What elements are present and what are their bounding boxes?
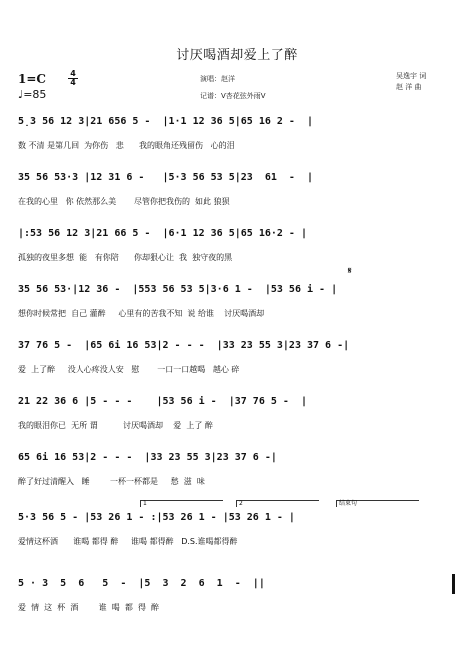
row-lyrics: 在我的心里 你 依然那么美 尽管你把我伤的 如此 狼狈 [18, 197, 230, 206]
row-notes: 65 6i 16 53|2 - - - |33 23 55 3|23 37 6 -| [18, 452, 277, 463]
row-lyrics: 孤独的夜里多想 能 有你陪 你却狠心让 我 独守夜的黑 [18, 253, 233, 262]
volta-2: 2 [236, 500, 319, 507]
key-signature: 1=C [18, 72, 46, 86]
row-lyrics: 爱 上了醉 没人心疼没人安 慰 一口一口越喝 越心 碎 [18, 365, 240, 374]
volta-1: 1 [140, 500, 223, 507]
time-signature [68, 70, 78, 87]
row-lyrics: 爱情这杯酒 谁喝 都得 醉 谁喝 都得醉 D.S.谁喝都得醉 [18, 537, 238, 546]
row-lyrics: 醉了好过清醒入 睡 一杯一杯都是 愁 滋 味 [18, 477, 205, 486]
row-lyrics: 我的眼泪你已 无所 谓 讨厌喝酒却 爱 上了 醉 [18, 421, 213, 430]
row-notes: 35 56 53·|12 36 - |553 56 53 5|3·6 1 - |53 56 i - | [18, 284, 338, 295]
row-notes: 37 76 5 - |65 6i 16 53|2 - - - |33 23 55 3|23 37 6 -| [18, 340, 350, 351]
row-notes: 5·3 56 5 - |53 26 1 - :|53 26 1 - |53 26 1 - | [18, 512, 295, 523]
singer-credit: 演唱：赵洋 [200, 75, 235, 83]
lyricist-credit: 吴逸宇 词 [396, 72, 427, 80]
row-lyrics: 想你时候常把 自己 灌醉 心里有的苦我不知 说 给谁 讨厌喝酒却 [18, 309, 265, 318]
time-top: 4 [70, 69, 76, 78]
row-notes: 5 · 3 5 6 5 - |5 3 2 6 1 - || [18, 578, 265, 589]
time-bottom: 4 [68, 78, 78, 87]
row-notes: 21 22 36 6 |5 - - - |53 56 i - |37 76 5 - | [18, 396, 307, 407]
row-notes: |:53 56 12 3|21 66 5 - |6·1 12 36 5|65 16·2 - | [18, 228, 307, 239]
row-notes: 35 56 53·3 |12 31 6 - |5·3 56 53 5|23 61 - | [18, 172, 314, 183]
tempo: ♩=85 [18, 88, 47, 101]
segno-mark: 𝄋 [348, 266, 352, 275]
row-notes: 5̣3 56 12 3|21 656 5 - |1·1 12 36 5|65 16 2 - | [18, 116, 314, 127]
final-barline [452, 574, 455, 594]
ending-label: 结束句 [336, 500, 419, 507]
composer-credit: 赵 洋 曲 [396, 83, 422, 91]
row-lyrics: 爱 情 这 杯 酒 谁 喝 都 得 醉 [18, 603, 160, 612]
row-lyrics: 数 不清 是第几回 为你伤 悲 我的眼角还残留伤 心的泪 [18, 141, 235, 150]
transcriber-credit: 记谱：V杏花弦外雨V [200, 92, 266, 100]
page-title: 讨厌喝酒却爱上了醉 [176, 48, 298, 63]
